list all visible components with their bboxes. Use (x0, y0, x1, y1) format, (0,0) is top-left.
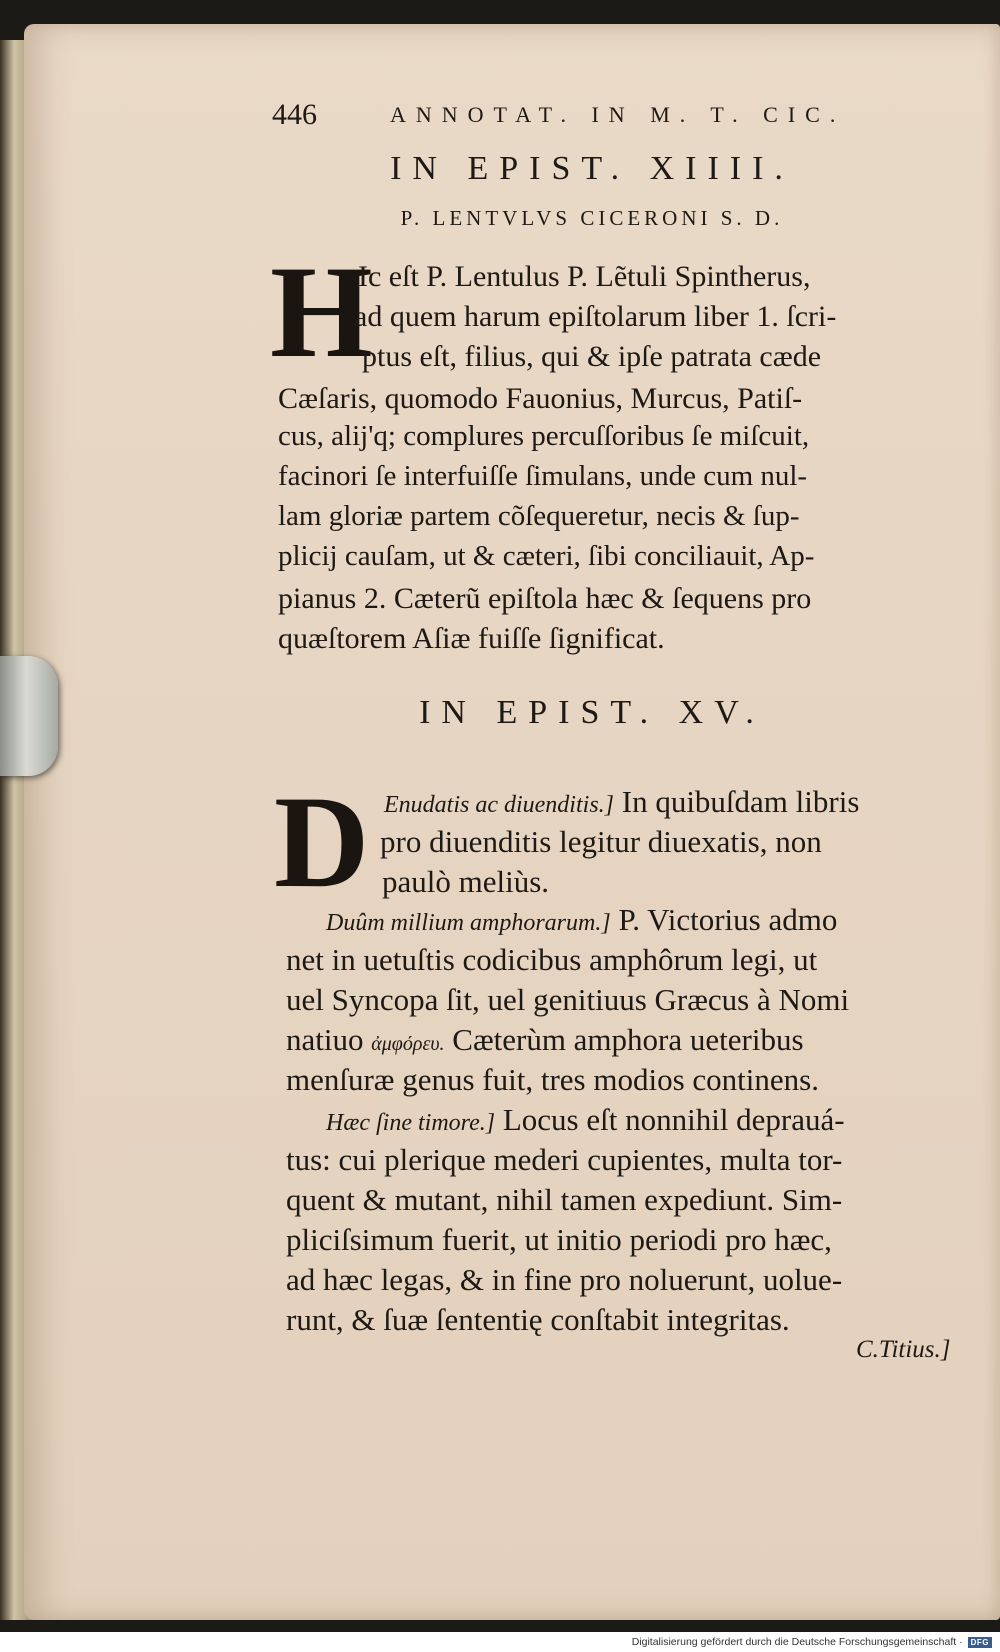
credit-bar (0, 1632, 1000, 1652)
greek-word: ἀμφόρευ. (371, 1033, 445, 1055)
lemma: Hæc ſine timore.] (326, 1110, 496, 1136)
text-line: plicij cauſam, ut & cæteri, ſibi conciliauit, Ap- (278, 540, 815, 572)
text-line (384, 786, 859, 817)
text-line: pliciſsimum fuerit, ut initio periodi pro hæc, (286, 1222, 832, 1257)
page-number: 446 (272, 98, 317, 131)
book-clasp (0, 656, 58, 776)
text-line-part: Cæterùm amphora ueteribus (452, 1022, 804, 1057)
text-line-rest: P. Victorius admo (618, 902, 838, 937)
text-line: pianus 2. Cæterũ epiſtola hæc & ſequens pro (278, 582, 812, 615)
running-title: ANNOTAT. IN M. T. CIC. (390, 102, 846, 127)
text-line: lam gloriæ partem cõſequeretur, necis & ſup- (278, 500, 800, 532)
text-line-rest: Locus eſt nonnihil deprauá- (502, 1102, 845, 1137)
salutation: P. LENTVLVS CICERONI S. D. (400, 206, 784, 230)
lemma: Enudatis ac diuenditis.] (384, 792, 614, 818)
text-line: ad hæc legas, & in fine pro noluerunt, uolue- (286, 1262, 843, 1297)
section-heading-epist-xv: IN EPIST. XV. (419, 694, 765, 731)
catchword: C.Titius.] (856, 1336, 951, 1363)
text-line: ptus eſt, filius, qui & ipſe patrata cæde (362, 340, 822, 373)
credit-text: Digitalisierung gefördert durch die Deutsche Forschungsgemeinschaft · (631, 1636, 963, 1648)
text-line: Ic eſt P. Lentulus P. Lẽtuli Spintherus, (358, 260, 811, 293)
text-line: facinori ſe interfuiſſe ſimulans, unde cum nul- (278, 460, 808, 492)
lemma: Duûm millium amphorarum.] (326, 910, 611, 936)
text-line: pro diuenditis legitur diuexatis, non (380, 824, 822, 859)
text-line: tus: cui plerique mederi cupientes, multa tor- (286, 1142, 843, 1177)
text-line: menſuræ genus fuit, tres modios continens. (286, 1062, 819, 1097)
text-line (286, 1024, 804, 1055)
dropcap-h: H (270, 238, 373, 385)
text-line: paulò meliùs. (382, 864, 550, 899)
text-line (326, 1104, 845, 1135)
dfg-logo-icon: DFG (968, 1637, 992, 1648)
text-line: quent & mutant, nihil tamen expediunt. Sim- (286, 1182, 843, 1217)
text-line: ad quem harum epiſtolarum liber 1. ſcri- (354, 300, 837, 333)
text-line-rest: In quibuſdam libris (621, 784, 860, 819)
text-line: Cæſaris, quomodo Fauonius, Murcus, Patiſ- (278, 382, 803, 415)
text-line: cus, alij'q; complures percuſſoribus ſe miſcuit, (278, 420, 810, 452)
text-line-part: natiuo (286, 1022, 364, 1057)
running-head (272, 98, 902, 140)
text-line: net in uetuſtis codicibus amphôrum legi, ut (286, 942, 818, 977)
text-line: uel Syncopa ſit, uel genitiuus Græcus à Nomi (286, 982, 850, 1017)
text-line (326, 904, 837, 935)
text-line: runt, & ſuæ ſententię conſtabit integritas. (286, 1302, 790, 1337)
dropcap-d: D (274, 768, 370, 915)
text-line: quæſtorem Aſiæ fuiſſe ſignificat. (278, 622, 665, 655)
section-heading-epist-xiiii: IN EPIST. XIIII. (390, 150, 794, 187)
